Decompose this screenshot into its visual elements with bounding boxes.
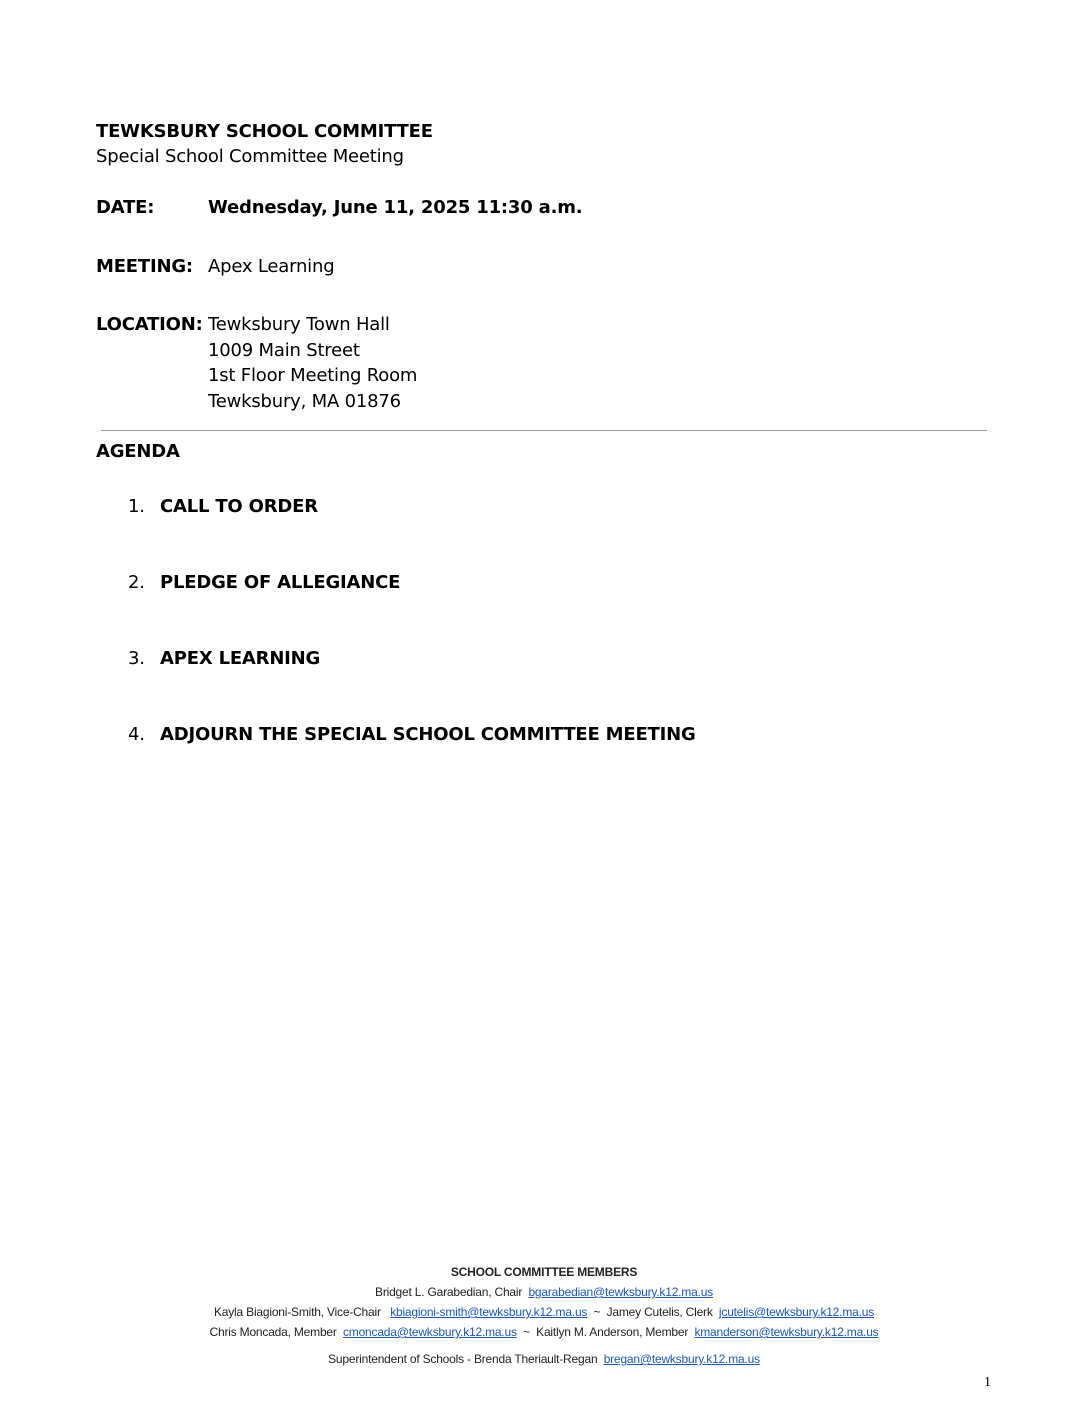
location-line: 1st Floor Meeting Room [208, 365, 418, 386]
location-label: LOCATION: [96, 314, 203, 335]
agenda-item [128, 572, 400, 593]
footer-spacer [0, 1342, 1088, 1349]
footer-vice-chair-line [0, 1302, 1088, 1322]
page-number: 1 [984, 1375, 991, 1390]
footer-heading: SCHOOL COMMITTEE MEMBERS [450, 1265, 638, 1279]
agenda-item-text: CALL TO ORDER [160, 496, 318, 517]
footer-members-line [0, 1322, 1088, 1342]
agenda-item [128, 648, 320, 669]
location-line: 1009 Main Street [208, 339, 360, 361]
footer-superintendent-line [0, 1349, 1088, 1369]
chair-name: Bridget L. Garabedian, Chair [375, 1285, 523, 1299]
superintendent-email-link[interactable]: bregan@tewksbury.k12.ma.us [603, 1352, 760, 1366]
member-email-link[interactable]: cmoncada@tewksbury.k12.ma.us [342, 1325, 517, 1339]
clerk-name: Jamey Cutelis, Clerk [606, 1305, 713, 1319]
agenda-item-number: 2. [128, 572, 145, 593]
agenda-item-text: PLEDGE OF ALLEGIANCE [160, 572, 401, 593]
agenda-title: AGENDA [96, 441, 180, 462]
committee-members-footer [0, 1262, 1088, 1369]
clerk-email-link[interactable]: jcutelis@tewksbury.k12.ma.us [718, 1305, 875, 1319]
committee-title: TEWKSBURY SCHOOL COMMITTEE [96, 121, 433, 142]
footer-chair-line [0, 1282, 1088, 1302]
vice-chair-name: Kayla Biagioni-Smith, Vice-Chair [213, 1305, 381, 1319]
agenda-item-text: APEX LEARNING [160, 648, 321, 669]
agenda-item [128, 496, 318, 517]
vice-chair-email-link[interactable]: kbiagioni-smith@tewksbury.k12.ma.us [390, 1305, 588, 1319]
agenda-item-number: 1. [128, 496, 145, 517]
agenda-item-number: 4. [128, 724, 145, 745]
agenda-item-text: ADJOURN THE SPECIAL SCHOOL COMMITTEE MEETING [160, 724, 696, 745]
meeting-subtitle: Special School Committee Meeting [96, 146, 404, 167]
separator: ~ [593, 1305, 601, 1319]
member-email-link[interactable]: kmanderson@tewksbury.k12.ma.us [694, 1325, 879, 1339]
meeting-value: Apex Learning [208, 256, 335, 277]
divider [101, 430, 987, 431]
meeting-label: MEETING: [96, 256, 193, 277]
location-line: Tewksbury Town Hall [208, 314, 390, 335]
member-name: Kaitlyn M. Anderson, Member [536, 1325, 689, 1339]
member-name: Chris Moncada, Member [209, 1325, 337, 1339]
separator: ~ [523, 1325, 530, 1339]
location-line: Tewksbury, MA 01876 [208, 390, 401, 412]
agenda-item-number: 3. [128, 648, 145, 669]
location-address [208, 312, 417, 414]
agenda-item [128, 724, 696, 745]
chair-email-link[interactable]: bgarabedian@tewksbury.k12.ma.us [528, 1285, 713, 1299]
date-value: Wednesday, June 11, 2025 11:30 a.m. [208, 197, 583, 218]
date-label: DATE: [96, 197, 155, 218]
superintendent-name: Superintendent of Schools - Brenda Theriault-Regan [328, 1352, 598, 1366]
